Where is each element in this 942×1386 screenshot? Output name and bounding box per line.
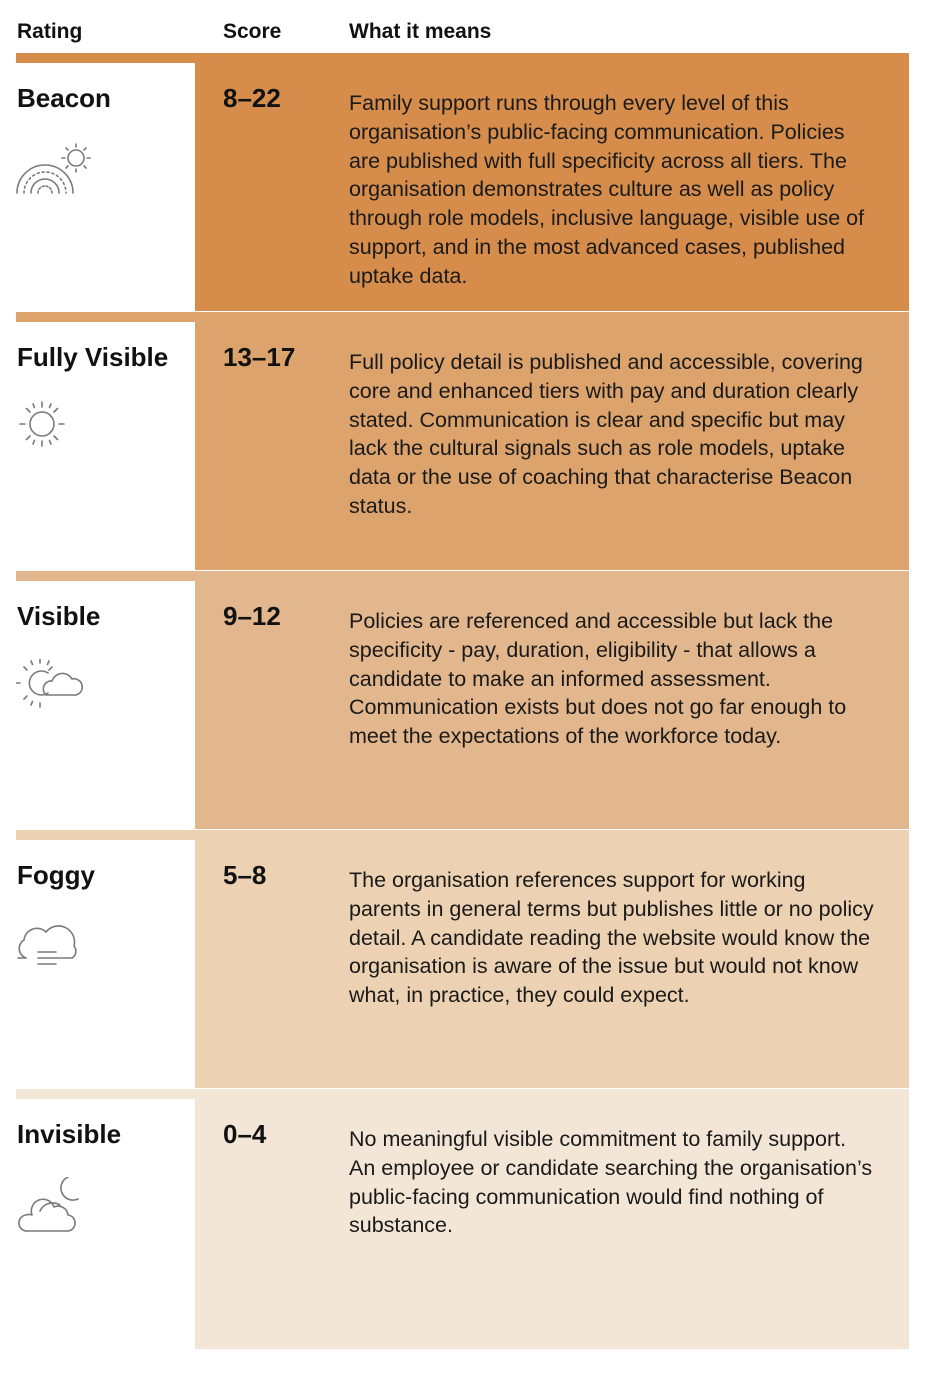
tier-description: The organisation references support for working parents in general terms but publishes little or no policy detail. A candidate reading the website would know the organisation is aware of the issue but would not know what, in practice, they could expect.: [349, 868, 874, 1008]
tier-description: Family support runs through every level of this organisation’s public-facing communication. Policies are published with full specificity across all tiers. The organisation demonstrates culture as well as policy through role models, inclusive language, visible use of support, and in the most advanced cases, published uptake data.: [349, 91, 865, 288]
tier-description: No meaningful visible commitment to family support. An employee or candidate searching the organisation’s public-facing communication would find nothing of substance.: [349, 1127, 873, 1238]
tier-score: 13–17: [223, 342, 296, 372]
tier-rating: Fully Visible: [17, 342, 169, 372]
fog-cloud-icon: [16, 918, 84, 974]
tier-rating: Visible: [17, 601, 101, 631]
sun-icon: [16, 400, 84, 456]
tier-description: Full policy detail is published and accessible, covering core and enhanced tiers with pay and duration clearly stated. Communication is clear and specific but may lack the cultural signals such as role models, uptake data or the use of coaching that characterise Beacon status.: [349, 350, 863, 518]
partly-cloudy-icon: [16, 659, 84, 715]
tier-score: 0–4: [223, 1119, 267, 1149]
tier-score: 9–12: [223, 601, 281, 631]
tier-row-invisible: [16, 1089, 909, 1349]
score-column-header: Score: [223, 20, 282, 43]
rating-column-header: Rating: [17, 20, 83, 43]
tier-row-visible: [16, 571, 909, 829]
tier-row-fully-visible: [16, 312, 909, 570]
rainbow-sun-icon: [16, 141, 84, 197]
tier-row-beacon: [16, 53, 909, 311]
tier-row-foggy: [16, 830, 909, 1088]
tier-description: Policies are referenced and accessible but lack the specificity - pay, duration, eligibility - that allows a candidate to make an informed assessment. Communication exists but does not go far enough to meet the expectations of the workforce today.: [349, 609, 847, 749]
tier-score: 8–22: [223, 83, 281, 113]
tier-rating: Invisible: [17, 1119, 122, 1149]
tier-rating: Beacon: [17, 83, 111, 113]
tier-score: 5–8: [223, 860, 267, 890]
cloudy-night-icon: [16, 1177, 84, 1233]
tier-rating: Foggy: [17, 860, 95, 890]
meaning-column-header: What it means: [349, 20, 492, 43]
